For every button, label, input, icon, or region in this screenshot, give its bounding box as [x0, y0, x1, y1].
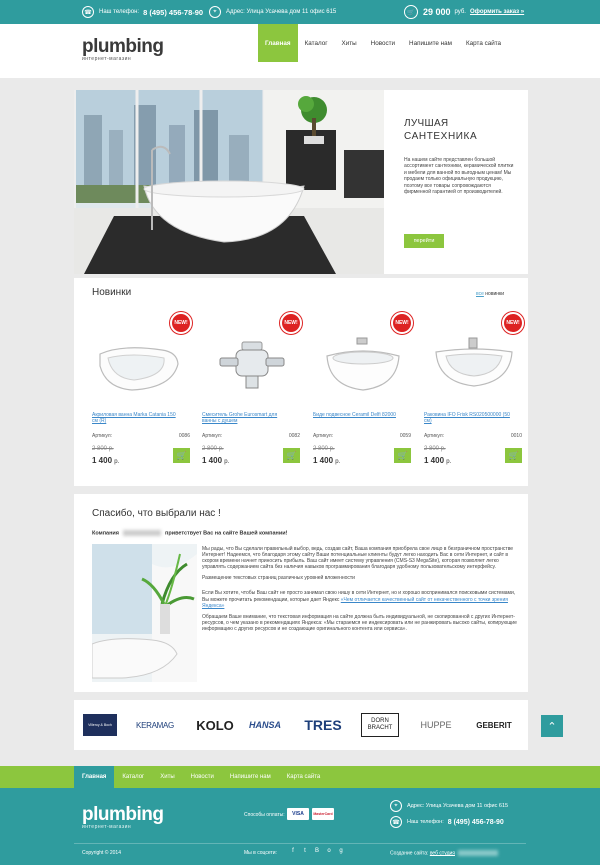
brand-logo-hansa[interactable]: HANSA — [248, 720, 281, 730]
top-phone-number[interactable]: 8 (495) 456-78-90 — [143, 7, 204, 17]
brand-logo-keramag[interactable]: KERAMAG — [136, 720, 174, 730]
main-nav — [258, 24, 508, 62]
hero-banner — [74, 90, 528, 274]
price-unit: р. — [446, 459, 452, 465]
social-links — [287, 848, 347, 854]
cart-currency: руб. — [454, 9, 466, 15]
product-article — [313, 433, 413, 439]
brand-logo-kolo[interactable]: KOLO — [196, 717, 234, 733]
new-products-section — [74, 278, 528, 486]
footer-nav — [0, 766, 600, 788]
footer-divider — [74, 843, 526, 844]
add-to-cart-button[interactable] — [394, 448, 411, 463]
social-label: Мы в соцсети: — [244, 850, 277, 856]
header — [0, 24, 600, 78]
footer-nav-home[interactable]: Главная — [74, 766, 114, 788]
logo[interactable] — [82, 38, 163, 62]
about-paragraph — [202, 590, 518, 608]
cart-icon: 🛒 — [176, 451, 187, 460]
top-bar — [0, 0, 600, 24]
about-section — [74, 494, 528, 692]
footer-nav-catalog[interactable]: Каталог — [122, 774, 145, 780]
add-to-cart-button[interactable] — [173, 448, 190, 463]
top-address — [209, 0, 336, 24]
footer-nav-news[interactable]: Новости — [190, 774, 214, 780]
article-value: 0082 — [288, 433, 300, 439]
mastercard-logo: MasterCard — [312, 808, 334, 820]
about-company-line — [92, 530, 287, 536]
logo-subtitle: интернет-магазин — [82, 56, 132, 62]
product-price — [202, 456, 229, 465]
brand-logo-tres[interactable]: TRES — [304, 717, 342, 733]
google-plus-icon[interactable]: g — [339, 848, 343, 854]
product-card — [92, 308, 192, 473]
product-name[interactable]: Акриловая ванна Marka Catania 150 см (R) — [92, 412, 176, 424]
about-bathroom-image — [92, 544, 197, 682]
twitter-icon[interactable]: t — [304, 848, 306, 854]
arrow-up-icon: ⌃ — [547, 720, 557, 733]
footer-nav-hits[interactable]: Хиты — [160, 774, 175, 780]
about-title: Спасибо, что выбрали нас ! — [92, 508, 221, 519]
new-badge: NEW! — [170, 312, 192, 334]
nav-hits[interactable]: Хиты — [341, 39, 357, 47]
article-value: 0010 — [510, 433, 522, 439]
site-created-by — [390, 850, 498, 856]
new-badge: NEW! — [391, 312, 413, 334]
brand-dornbracht-text: DORN BRACHT — [361, 713, 399, 737]
cart-icon: 🛒 — [508, 451, 519, 460]
footer-address-text: Адрес: Улица Усачева дом 11 офис 615 — [407, 803, 509, 809]
scroll-top-button[interactable] — [541, 715, 563, 737]
product-price — [313, 456, 340, 465]
price-unit: р. — [114, 459, 120, 465]
product-article — [424, 433, 524, 439]
yandex-link[interactable]: «Чем отличается качественный сайт от некачественного с точки зрения Яндекса» — [202, 596, 508, 609]
article-label: Артикул: — [424, 433, 445, 439]
payment-label: Способы оплаты: — [244, 812, 285, 818]
hero-title-line2: САНТЕХНИКА — [404, 131, 478, 142]
footer-nav-contact[interactable]: Напишите нам — [229, 774, 271, 780]
all-link-text[interactable]: все — [476, 291, 484, 297]
product-old-price: 2 800 р. — [313, 446, 335, 452]
product-old-price: 2 800 р. — [202, 446, 224, 452]
product-old-price: 2 800 р. — [92, 446, 114, 452]
footer-address — [390, 800, 508, 812]
company-suffix: приветствует Вас на сайте Вашей компании! — [165, 530, 288, 537]
product-name[interactable]: Биде подвесное Ceramil Delfi 82000 — [313, 412, 396, 418]
hero-description: На нашем сайте представлен большой ассортимент сантехники, керамической плитки и мебели для ванной по выгодным ценам! Мы продаем только официальную продукцию, поэтому все товары сопровождаются фирменной гарантией от производителей. — [404, 157, 514, 196]
brand-villeroy-text: Villeroy & Boch — [83, 714, 117, 736]
hero-go-button[interactable]: перейти — [404, 234, 444, 248]
article-value: 0059 — [399, 433, 411, 439]
cart-sum: 29 000 — [423, 7, 451, 17]
price-value: 1 400 — [92, 456, 113, 465]
phone-icon: ☎ — [390, 816, 402, 828]
facebook-icon[interactable]: f — [292, 848, 294, 854]
footer-phone — [390, 816, 504, 828]
footer-logo-subtitle: интернет-магазин — [82, 824, 132, 830]
brands-strip — [74, 700, 528, 750]
top-phone — [82, 0, 203, 24]
all-new-link[interactable] — [476, 291, 504, 297]
add-to-cart-button[interactable] — [283, 448, 300, 463]
product-old-price: 2 800 р. — [424, 446, 446, 452]
brand-logo-huppe[interactable]: HUPPE — [420, 720, 452, 730]
order-link[interactable]: Оформить заказ » — [469, 9, 525, 15]
location-icon: ⌖ — [390, 800, 402, 812]
footer-phone-number[interactable]: 8 (495) 456-78-90 — [447, 818, 504, 826]
article-value: 0086 — [178, 433, 190, 439]
vk-icon[interactable]: B — [314, 848, 319, 854]
top-cart[interactable] — [404, 0, 524, 24]
about-paragraph: Мы рады, что Вы сделали правильный выбор, ведь, создав сайт, Ваша компания приобрела свое лицо в безграничном пространстве Интернет! Надеемся, что благодаря этому сайту Ваши потенциальные клиенты будут легко находить Вас в сети Интернет, и сайт в скором времени начнет приносить прибыль. Ваш сайт имеет систему управления (CMS-S3 MegaSite), которая позволяет легко управлять содержанием сайта без наличия навыков программирования благодаря удобному пользовательскому интерфейсу. — [202, 546, 514, 571]
brand-logo-dornbracht[interactable] — [359, 714, 401, 736]
product-article — [202, 433, 302, 439]
top-phone-label: Наш телефон: — [99, 9, 140, 15]
top-address-text: Адрес: Улица Усачева дом 11 офис 615 — [226, 9, 337, 15]
nav-home[interactable]: Главная — [258, 24, 298, 62]
cart-icon[interactable]: 🛒 — [404, 5, 418, 19]
hero-bathtub-image — [74, 90, 384, 274]
price-value: 1 400 — [202, 456, 223, 465]
brand-logo-villeroy[interactable] — [82, 714, 118, 736]
location-icon: ⌖ — [209, 6, 221, 18]
product-name[interactable]: Смеситель Grohe Eurosmart для ванны с душем — [202, 412, 278, 424]
article-label: Артикул: — [313, 433, 334, 439]
price-unit: р. — [335, 459, 341, 465]
new-badge: NEW! — [502, 312, 524, 334]
product-name[interactable]: Раковина IFO Frisk RS020500000 (50 см) — [424, 412, 510, 424]
web-studio-link[interactable]: веб студия — [429, 850, 455, 857]
about-text — [202, 546, 518, 637]
copyright: Copyright © 2014 — [82, 850, 121, 856]
nav-news[interactable]: Новости — [370, 39, 396, 47]
footer-phone-label: Наш телефон: — [407, 819, 444, 825]
price-unit: р. — [224, 459, 230, 465]
nav-contact[interactable]: Напишите нам — [409, 39, 452, 47]
about-paragraph: Обращаем Ваше внимание, что текстовая информация на сайте должна быть индивидуальной, не скопированной с других Интернет-ресурсов, о чем указано в рекомендациях Яндекса: «Мы стараемся не индексировать или не ранжировать высоко сайты, копирующие информацию с других ресурсов и не создающие оригинального контента или сервиса». — [202, 613, 517, 632]
product-card — [202, 308, 302, 473]
nav-catalog[interactable]: Каталог — [304, 39, 328, 47]
about-p3-text: Если Вы хотите, чтобы Ваш сайт не просто занимал свою нишу в сети Интернет, но и хорошо воспринимался поисковыми системами, Вы можете прочитать рекомендации, которые дает Яндекс — [202, 590, 516, 603]
new-badge: NEW! — [280, 312, 302, 334]
new-products-title: Новинки — [92, 287, 132, 298]
product-article — [92, 433, 192, 439]
product-price — [92, 456, 119, 465]
price-value: 1 400 — [313, 456, 334, 465]
product-card — [313, 308, 413, 473]
footer-nav-sitemap[interactable]: Карта сайта — [286, 774, 321, 780]
product-price — [424, 456, 451, 465]
footer-logo[interactable] — [82, 806, 163, 830]
footer-logo-title: plumbing — [82, 804, 164, 825]
brand-logo-geberit[interactable]: GEBERIT — [476, 720, 512, 730]
article-label: Артикул: — [202, 433, 223, 439]
company-prefix: Компания — [92, 530, 120, 537]
all-link-suffix: новинки — [485, 291, 505, 297]
cart-icon: 🛒 — [397, 451, 408, 460]
footer — [0, 788, 600, 865]
logo-title: plumbing — [82, 36, 164, 57]
odnoklassniki-icon[interactable]: o — [327, 848, 331, 854]
about-paragraph: Размещение текстовых страниц различных уровней вложенности — [202, 575, 355, 582]
price-value: 1 400 — [424, 456, 445, 465]
add-to-cart-button[interactable] — [505, 448, 522, 463]
product-card — [424, 308, 524, 473]
article-label: Артикул: — [92, 433, 113, 439]
visa-logo: VISA — [287, 808, 309, 820]
studio-name-blurred — [458, 850, 498, 856]
company-name-blurred — [123, 530, 161, 536]
cart-icon: 🛒 — [286, 451, 297, 460]
created-label: Создание сайта: — [390, 850, 429, 857]
hero-title-line1: ЛУЧШАЯ — [404, 118, 449, 129]
nav-sitemap[interactable]: Карта сайта — [465, 39, 502, 47]
phone-icon: ☎ — [82, 6, 94, 18]
